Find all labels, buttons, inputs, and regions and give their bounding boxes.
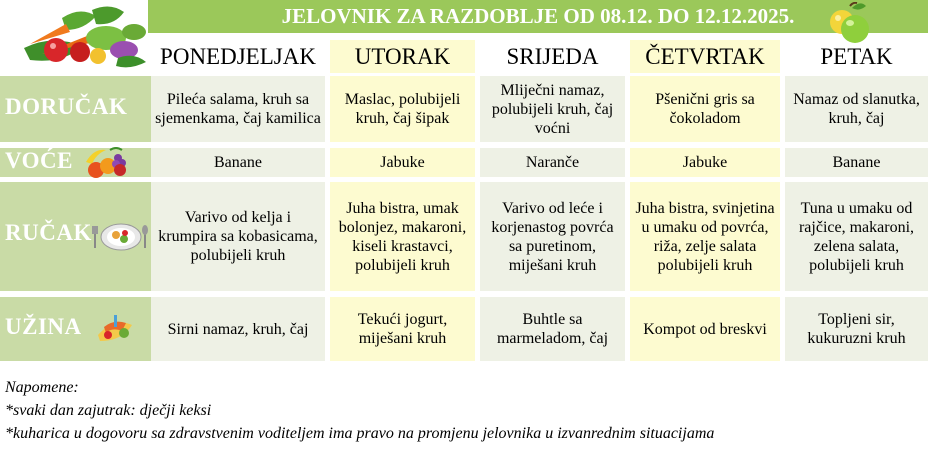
day-header-tuesday: UTORAK [330,40,475,73]
note-menu-changes: *kuharica u dogovoru sa zdravstvenim voditeljem ima pravo na promjenu jelovnika u izvanrednim situacijama [5,425,715,442]
day-header-wednesday: SRIJEDA [506,44,599,69]
fruit-friday: Banane [785,148,928,177]
page-title: JELOVNIK ZA RAZDOBLJE OD 08.12. DO 12.12.2025. [281,4,795,28]
note-breakfast-snack: *svaki dan zajutrak: dječji keksi [5,402,212,419]
row-label-lunch [0,182,151,291]
day-header-friday: PETAK [820,44,893,69]
vegetables-icon [22,4,150,70]
lunch-label: RUČAK [5,220,92,245]
snack-wednesday: Buhtle sa marmeladom, čaj [480,297,625,361]
breakfast-friday: Namaz od slanutka, kruh, čaj [785,76,928,142]
fruit-monday: Banane [151,148,325,177]
snack-tuesday: Tekući jogurt, miješani kruh [330,297,475,361]
lunch-monday: Varivo od kelja i krumpira sa kobasicama, polubijeli kruh [151,182,325,291]
fruit-label: VOĆE [5,148,73,173]
breakfast-thursday: Pšenični gris sa čokoladom [630,76,780,142]
row-label-fruit [0,148,151,177]
snack-friday: Topljeni sir, kukuruzni kruh [785,297,928,361]
lunch-plate-icon [92,222,150,252]
fruit-bowl-icon [80,146,130,180]
fruit-thursday: Jabuke [630,148,780,177]
fruit-wednesday: Naranče [480,148,625,177]
lunch-wednesday: Varivo od leće i korjenastog povrća sa puretinom, miješani kruh [480,182,625,291]
breakfast-wednesday: Mliječni namaz, polubijeli kruh, čaj voćni [480,76,625,142]
fruit-tuesday: Jabuke [330,148,475,177]
snack-label: UŽINA [5,314,82,339]
green-apple-icon [828,2,872,44]
breakfast-label: DORUČAK [5,94,128,119]
breakfast-tuesday: Maslac, polubijeli kruh, čaj šipak [330,76,475,142]
day-header-monday: PONEDJELJAK [160,44,316,69]
snack-thursday: Kompot od breskvi [630,297,780,361]
notes [5,376,714,445]
lunch-friday: Tuna u umaku od rajčice, makaroni, zelena salata, polubijeli kruh [785,182,928,291]
notes-heading: Napomene: [5,379,79,396]
row-label-breakfast [0,76,151,142]
snack-monday: Sirni namaz, kruh, čaj [151,297,325,361]
day-header-thursday: ČETVRTAK [630,40,780,73]
lunch-thursday: Juha bistra, svinjetina u umaku od povrća, riža, zelje salata polubijeli kruh [630,182,780,291]
lunch-tuesday: Juha bistra, umak bolonjez, makaroni, kiseli krastavci, polubijeli kruh [330,182,475,291]
row-label-snack [0,297,151,361]
snack-icon [94,313,136,343]
breakfast-monday: Pileća salama, kruh sa sjemenkama, čaj kamilica [151,76,325,142]
